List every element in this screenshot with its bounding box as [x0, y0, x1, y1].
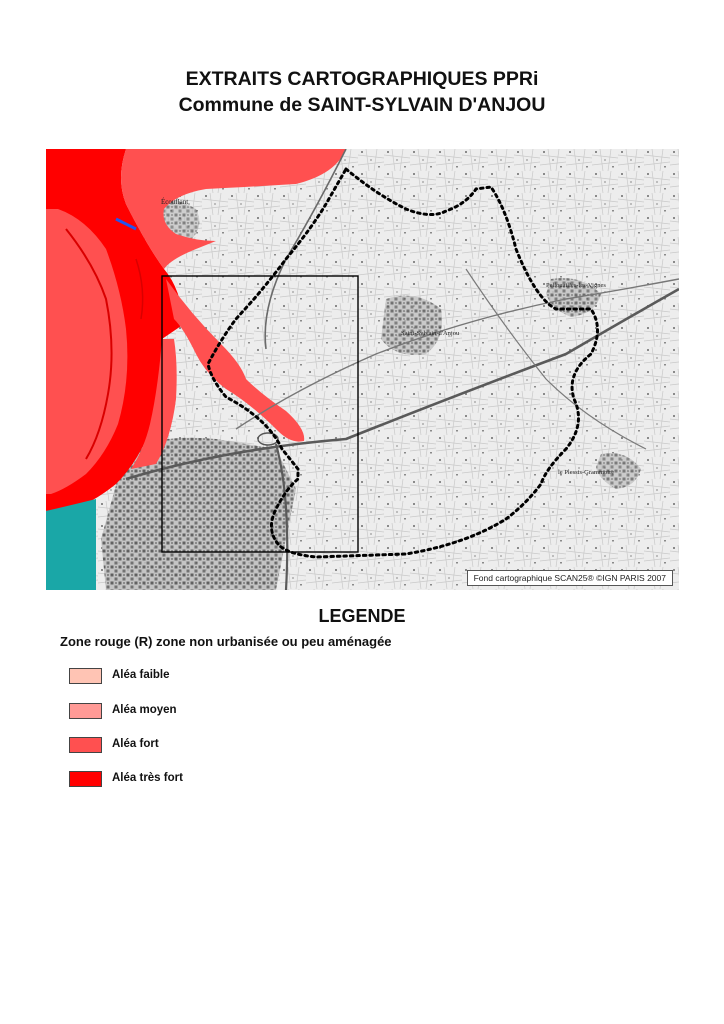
legend-title: LEGENDE [318, 606, 406, 626]
place-label-pellouailles: Pellouailles-les-Vignes [546, 282, 606, 289]
map-canvas [46, 149, 679, 590]
legend-swatch-very-strong [69, 771, 102, 787]
legend-label-low: Aléa faible [112, 669, 170, 681]
map-subtitle: Commune de SAINT-SYLVAIN D'ANJOU [178, 94, 546, 116]
map-title: EXTRAITS CARTOGRAPHIQUES PPRi [185, 68, 539, 90]
place-label-saint-sylvain: Saint-Sylvain-d'Anjou [401, 330, 460, 337]
legend-label-medium: Aléa moyen [112, 704, 177, 716]
map-panel[interactable] [46, 149, 679, 590]
place-label-plessis: le Plessis-Grammoire [558, 469, 615, 476]
legend-label-strong: Aléa fort [112, 738, 159, 750]
map-credit: Fond cartographique SCAN25® ©IGN PARIS 2007 [467, 570, 673, 586]
legend-swatch-low [69, 668, 102, 684]
legend-swatch-medium [69, 703, 102, 719]
saint-sylvain-urban-area [381, 296, 442, 355]
place-label-ecouflant: Écouflant [161, 198, 189, 206]
legend-label-very-strong: Aléa très fort [112, 772, 183, 784]
legend-swatch-strong [69, 737, 102, 753]
water-body [46, 499, 96, 590]
legend-zone-title: Zone rouge (R) zone non urbanisée ou peu aménagée [60, 634, 392, 649]
